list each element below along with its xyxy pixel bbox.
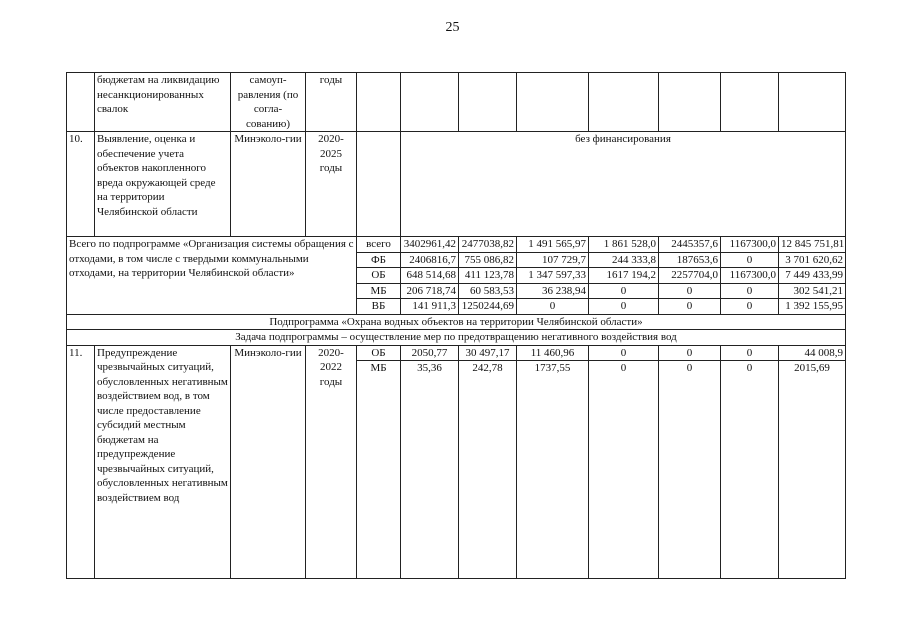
cell-empty xyxy=(517,73,589,132)
cell-value: 2050,77 xyxy=(401,345,459,361)
cell-value: 0 xyxy=(721,361,779,579)
cell-executor: Минэколо-гии xyxy=(231,132,306,237)
cell-empty xyxy=(459,73,517,132)
cell-empty xyxy=(779,73,846,132)
cell-value: 60 583,53 xyxy=(459,283,517,299)
subprogram-title: Подпрограмма «Охрана водных объектов на территории Челябинской области» xyxy=(67,314,846,330)
cell-num xyxy=(67,73,95,132)
cell-empty xyxy=(357,73,401,132)
cell-value: 2477038,82 xyxy=(459,237,517,253)
cell-value: 302 541,21 xyxy=(779,283,846,299)
cell-source: ОБ xyxy=(357,268,401,284)
cell-num: 10. xyxy=(67,132,95,237)
cell-value: 35,36 xyxy=(401,361,459,579)
cell-value: 0 xyxy=(589,361,659,579)
program-table xyxy=(66,72,846,579)
cell-value: 7 449 433,99 xyxy=(779,268,846,284)
cell-value: 107 729,7 xyxy=(517,252,589,268)
cell-value: 648 514,68 xyxy=(401,268,459,284)
cell-value: 0 xyxy=(721,252,779,268)
cell-num: 11. xyxy=(67,345,95,579)
cell-executor: Минэколо-гии xyxy=(231,345,306,579)
cell-value: 0 xyxy=(721,283,779,299)
cell-empty xyxy=(589,73,659,132)
task-row xyxy=(67,330,846,346)
task-title: Задача подпрограммы – осуществление мер по предотвращению негативного воздействия вод xyxy=(67,330,846,346)
cell-value: 44 008,9 xyxy=(779,345,846,361)
cell-value: 1 347 597,33 xyxy=(517,268,589,284)
cell-name: бюджетам на ликвидацию несанкционированных свалок xyxy=(95,73,231,132)
cell-no-funding: без финансирования xyxy=(401,132,846,237)
cell-value: 3 701 620,62 xyxy=(779,252,846,268)
cell-value: 244 333,8 xyxy=(589,252,659,268)
cell-value: 1167300,0 xyxy=(721,268,779,284)
cell-value: 1617 194,2 xyxy=(589,268,659,284)
total-label: Всего по подпрограмме «Организация системы обращения с отходами, в том числе с твердыми коммунальными отходами, на территории Челябинской области» xyxy=(67,237,357,315)
cell-name: Предупреждение чрезвычайных ситуаций, обусловленных негативным воздействием вод, в том числе предоставление субсидий местным бюджетам на предупреждение чрезвычайных ситуаций, обусловленных негативным воздействием вод xyxy=(95,345,231,579)
cell-value: 0 xyxy=(659,361,721,579)
cell-value: 12 845 751,81 xyxy=(779,237,846,253)
cell-value: 1737,55 xyxy=(517,361,589,579)
cell-value: 0 xyxy=(659,283,721,299)
cell-value: 2257704,0 xyxy=(659,268,721,284)
cell-source: МБ xyxy=(357,361,401,579)
cell-value: 2406816,7 xyxy=(401,252,459,268)
cell-value: 0 xyxy=(659,299,721,315)
total-row-all xyxy=(67,237,846,253)
cell-name: Выявление, оценка и обеспечение учета объектов накопленного вреда окружающей среде на территории Челябинской области xyxy=(95,132,231,237)
cell-value: 1250244,69 xyxy=(459,299,517,315)
table-row-10 xyxy=(67,132,846,237)
cell-value: 1 392 155,95 xyxy=(779,299,846,315)
cell-value: 0 xyxy=(589,345,659,361)
cell-period: 2020-2025 годы xyxy=(306,132,357,237)
cell-value: 0 xyxy=(659,345,721,361)
cell-value: 1167300,0 xyxy=(721,237,779,253)
cell-source: ВБ xyxy=(357,299,401,315)
cell-empty xyxy=(721,73,779,132)
cell-value: 0 xyxy=(721,345,779,361)
cell-value: 30 497,17 xyxy=(459,345,517,361)
cell-period: 2020-2022 годы xyxy=(306,345,357,579)
cell-value: 187653,6 xyxy=(659,252,721,268)
cell-value: 411 123,78 xyxy=(459,268,517,284)
cell-value: 11 460,96 xyxy=(517,345,589,361)
cell-value: 141 911,3 xyxy=(401,299,459,315)
table-row-prev xyxy=(67,73,846,132)
cell-value: 36 238,94 xyxy=(517,283,589,299)
cell-value: 0 xyxy=(589,283,659,299)
cell-source: ОБ xyxy=(357,345,401,361)
cell-source: ФБ xyxy=(357,252,401,268)
cell-value: 2445357,6 xyxy=(659,237,721,253)
page-number: 25 xyxy=(445,20,460,35)
cell-value: 206 718,74 xyxy=(401,283,459,299)
cell-value: 1 861 528,0 xyxy=(589,237,659,253)
cell-value: 242,78 xyxy=(459,361,517,579)
cell-executor: самоуп-равления (по согла-сованию) xyxy=(231,73,306,132)
cell-value: 755 086,82 xyxy=(459,252,517,268)
cell-value: 0 xyxy=(589,299,659,315)
cell-empty xyxy=(659,73,721,132)
subprogram-row xyxy=(67,314,846,330)
cell-value: 1 491 565,97 xyxy=(517,237,589,253)
table-row-11-ob xyxy=(67,345,846,361)
cell-value: 0 xyxy=(721,299,779,315)
cell-value: 3402961,42 xyxy=(401,237,459,253)
cell-period: годы xyxy=(306,73,357,132)
cell-source: МБ xyxy=(357,283,401,299)
cell-value: 2015,69 xyxy=(779,361,846,579)
cell-value: 0 xyxy=(517,299,589,315)
cell-empty xyxy=(401,73,459,132)
cell-source: всего xyxy=(357,237,401,253)
cell-empty xyxy=(357,132,401,237)
